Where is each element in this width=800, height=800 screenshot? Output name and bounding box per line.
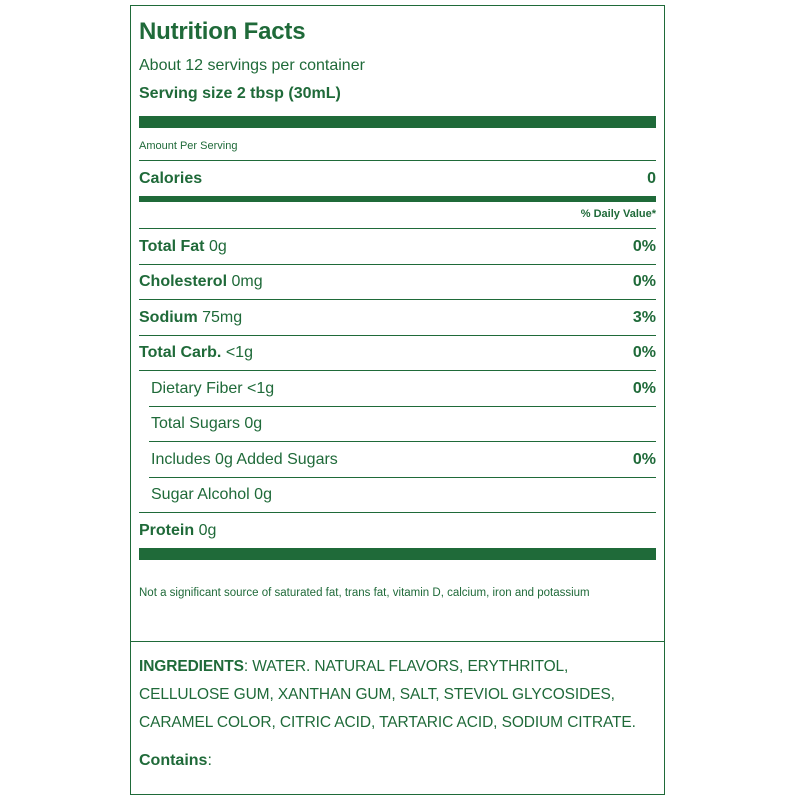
nutrient-label	[139, 273, 263, 291]
nutrient-row-added-sugars	[139, 442, 656, 477]
nutrient-row-total-fat	[139, 229, 656, 264]
servings-per-container: About 12 servings per container	[139, 57, 365, 74]
nutrient-row-total-carb	[139, 336, 656, 370]
ingredients-heading: INGREDIENTS	[139, 658, 244, 675]
calories-row	[139, 162, 656, 196]
nutrient-label	[139, 344, 253, 362]
nutrient-label: Includes 0g Added Sugars	[151, 450, 338, 468]
nutrient-row-cholesterol	[139, 265, 656, 299]
nutrient-dv: 0%	[632, 450, 656, 468]
nutrient-name: Cholesterol	[139, 273, 228, 290]
nutrient-dv: 0%	[632, 344, 656, 361]
thick-divider-bottom	[139, 548, 656, 560]
nutrient-name: Total Carb.	[139, 344, 222, 361]
nutrient-dv: 0%	[632, 379, 656, 397]
ingredients-text	[139, 653, 656, 737]
contains-heading: Contains	[139, 752, 208, 769]
nutrition-label	[130, 5, 665, 795]
medium-divider	[139, 196, 656, 202]
nutrient-amount: 0g	[198, 521, 217, 539]
nutrient-dv: 3%	[632, 308, 656, 326]
nutrient-name: Sodium	[139, 308, 198, 326]
calories-value: 0	[647, 170, 656, 187]
nutrient-label	[139, 309, 242, 327]
nutrient-row-protein	[139, 513, 656, 548]
footnote: Not a significant source of saturated fat, trans fat, vitamin D, calcium, iron and potassium	[139, 587, 590, 599]
rule	[139, 160, 656, 161]
label-title: Nutrition Facts	[139, 18, 306, 45]
amount-per-serving: Amount Per Serving	[139, 140, 238, 152]
contains-list: :	[207, 752, 212, 769]
thick-divider-top	[139, 116, 656, 128]
nutrient-amount: <1g	[225, 344, 253, 361]
nutrient-label: Dietary Fiber <1g	[151, 379, 275, 397]
nutrient-amount: 0g	[208, 237, 227, 255]
nutrient-name: Protein	[139, 521, 195, 539]
contains-text	[139, 752, 212, 770]
calories-label: Calories	[139, 170, 203, 187]
nutrient-label	[139, 522, 216, 540]
nutrient-dv: 0%	[632, 273, 656, 290]
nutrient-label: Sugar Alcohol 0g	[151, 486, 272, 503]
nutrient-row-total-sugars	[139, 407, 656, 441]
serving-size: Serving size 2 tbsp (30mL)	[139, 85, 341, 102]
nutrient-row-sodium	[139, 300, 656, 335]
nutrient-amount: 0mg	[231, 273, 263, 290]
nutrient-row-dietary-fiber	[139, 371, 656, 406]
section-divider	[131, 641, 664, 642]
nutrient-name: Total Fat	[139, 237, 205, 255]
nutrient-dv: 0%	[632, 237, 656, 255]
nutrient-row-sugar-alcohol	[139, 478, 656, 512]
daily-value-header: % Daily Value*	[580, 208, 656, 220]
nutrient-label: Total Sugars 0g	[151, 415, 263, 432]
ingredients-list: : WATER. NATURAL FLAVORS, ERYTHRITOL, CELLULOSE GUM, XANTHAN GUM, SALT, STEVIOL GLYCOSIDES, CARAMEL COLOR, CITRIC ACID, TARTARIC ACID, SODIUM CITRATE.	[139, 658, 636, 731]
nutrient-amount: 75mg	[202, 308, 243, 326]
nutrient-label	[139, 238, 227, 256]
